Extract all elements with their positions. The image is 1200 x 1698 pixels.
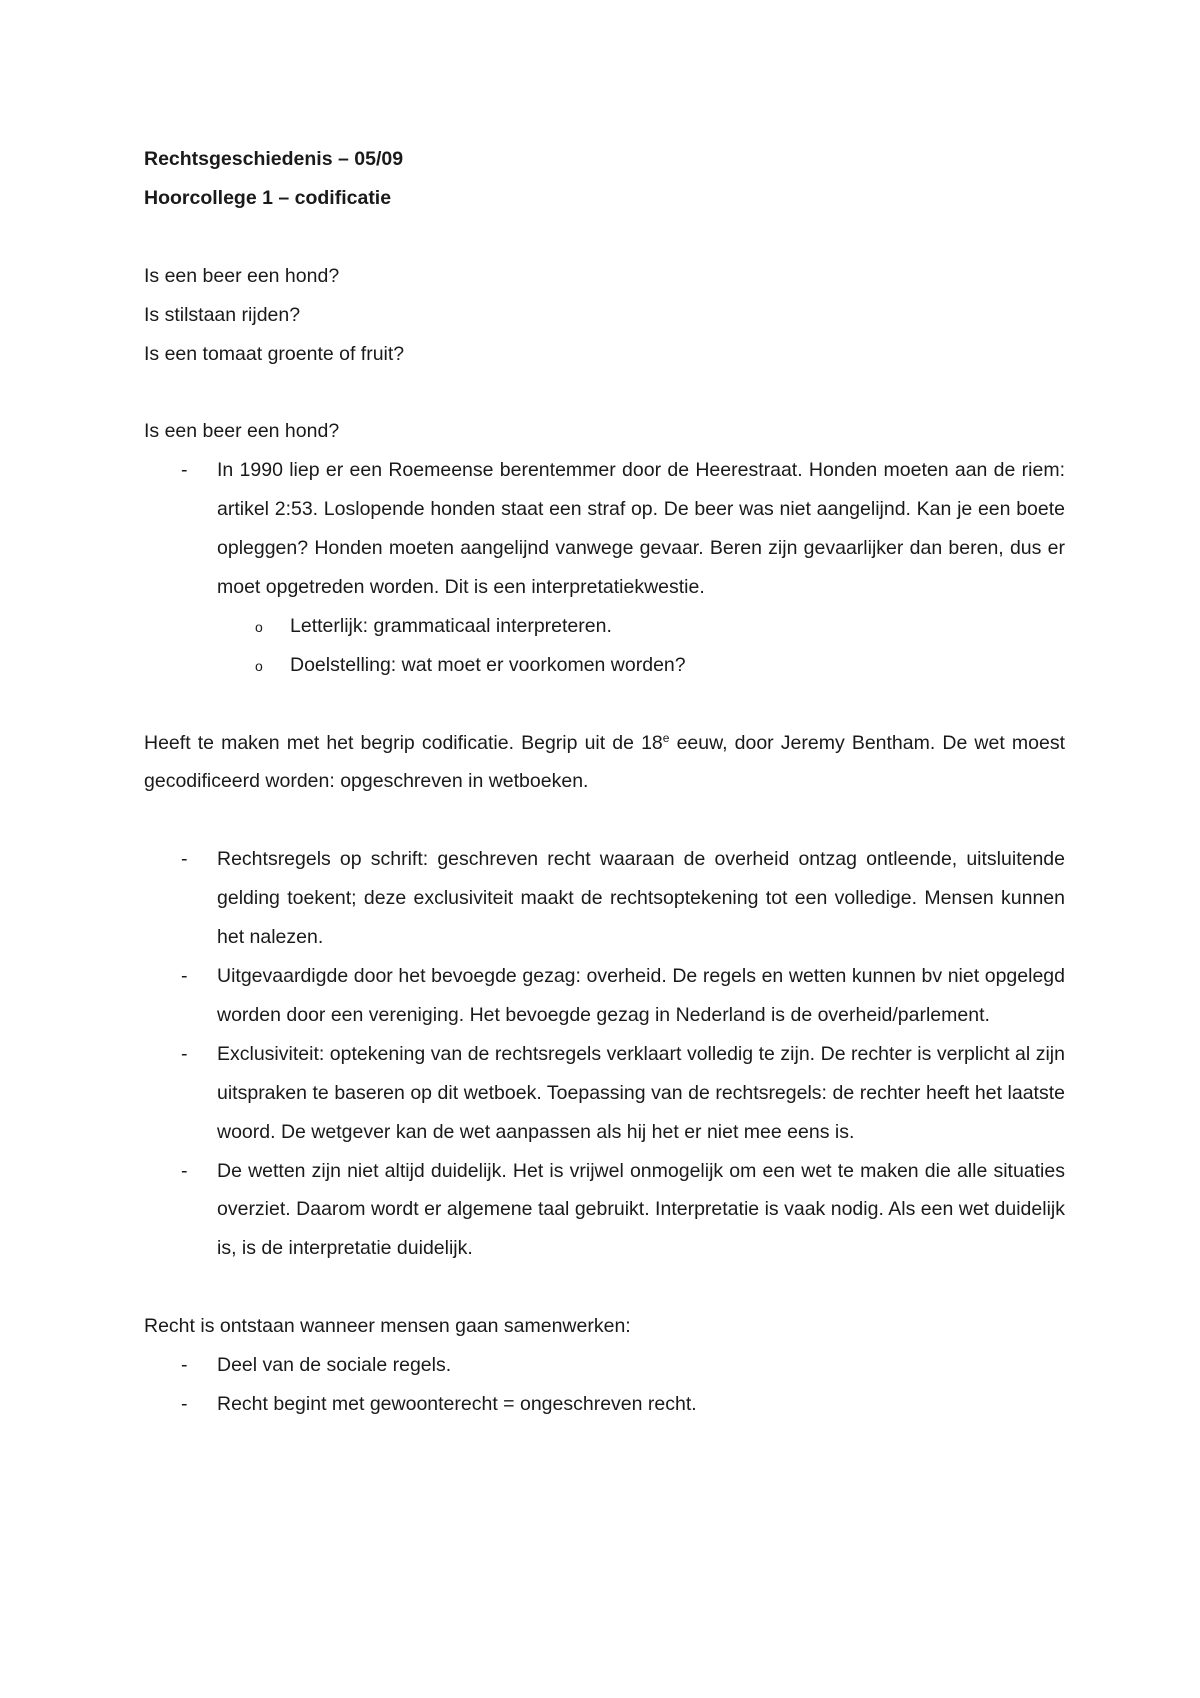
dash-list <box>144 840 1065 1268</box>
sub-list-item <box>144 646 1065 685</box>
list-item <box>144 1385 1065 1424</box>
document-title: Rechtsgeschiedenis – 05/09 <box>144 148 404 170</box>
circle-bullet: o <box>255 618 263 635</box>
list-item <box>144 840 1065 957</box>
list-item <box>144 1346 1065 1385</box>
dash-bullet: - <box>181 1159 188 1182</box>
dash-bullet: - <box>181 964 188 987</box>
paragraph-text: Heeft te maken met het begrip codificatie. Begrip uit de 18 <box>144 731 663 754</box>
list-item-text: Deel van de sociale regels. <box>217 1354 452 1377</box>
spacer <box>144 218 1065 257</box>
dash-bullet: - <box>181 1392 188 1415</box>
list-item <box>144 1152 1065 1269</box>
list-item-text: In 1990 liep er een Roemeense berentemmer door de Heerestraat. Honden moeten aan de riem: artikel 2:53. Loslopende honden staat een straf op. De beer was niet aangelijnd. Kan je een boete opleggen? Honden moeten aangelijnd vanwege gevaar. Beren zijn gevaarlijker dan beren, dus er moet opgetreden worden. Dit is een interpretatiekwestie. <box>217 459 1065 598</box>
spacer <box>144 1268 1065 1307</box>
spacer <box>144 373 1065 412</box>
section-heading: Is een beer een hond? <box>144 420 340 443</box>
list-item-text: De wetten zijn niet altijd duidelijk. Het is vrijwel onmogelijk om een wet te maken die alle situaties overziet. Daarom wordt er algemene taal gebruikt. Interpretatie is vaak nodig. Als een wet duidelijk is, is de interpretatie duidelijk. <box>217 1159 1065 1260</box>
question-line: Is een tomaat groente of fruit? <box>144 342 405 365</box>
dash-bullet: - <box>181 1042 188 1065</box>
sub-list-item-text: Doelstelling: wat moet er voorkomen worden? <box>290 653 686 676</box>
dash-bullet: - <box>181 459 188 482</box>
dash-bullet: - <box>181 848 188 871</box>
document-subtitle: Hoorcollege 1 – codificatie <box>144 186 392 209</box>
list-item <box>144 1035 1065 1152</box>
list-item-text: Uitgevaardigde door het bevoegde gezag: overheid. De regels en wetten kunnen bv niet opgelegd worden door een vereniging. Het bevoegde gezag in Nederland is de overheid/parlement. <box>217 964 1065 1026</box>
circle-list <box>144 607 1065 685</box>
body-paragraph <box>144 724 1065 802</box>
paragraph-text: eeuw, door Jeremy Bentham. De wet moest gecodificeerd worden: opgeschreven in wetboeken. <box>144 731 1065 793</box>
question-line: Is een beer een hond? <box>144 264 340 287</box>
question-line: Is stilstaan rijden? <box>144 303 301 326</box>
dash-bullet: - <box>181 1354 188 1377</box>
superscript: e <box>662 730 670 745</box>
list-item <box>144 957 1065 1035</box>
list-item-text: Recht begint met gewoonterecht = ongeschreven recht. <box>217 1392 697 1415</box>
circle-bullet: o <box>255 657 263 674</box>
section-heading: Recht is ontstaan wanneer mensen gaan samenwerken: <box>144 1315 631 1338</box>
list-item-text: Exclusiviteit: optekening van de rechtsregels verklaart volledig te zijn. De rechter is verplicht al zijn uitspraken te baseren op dit wetboek. Toepassing van de rechtsregels: de rechter heeft het laatste woord. De wetgever kan de wet aanpassen als hij het er niet mee eens is. <box>217 1042 1065 1143</box>
dash-list <box>144 451 1065 607</box>
spacer <box>144 801 1065 840</box>
list-item <box>144 451 1065 607</box>
sub-list-item <box>144 607 1065 646</box>
dash-list <box>144 1346 1065 1424</box>
list-item-text: Rechtsregels op schrift: geschreven recht waaraan de overheid ontzag ontleende, uitsluitende gelding toekent; deze exclusiviteit maakt de rechtsoptekening tot een volledige. Mensen kunnen het nalezen. <box>217 848 1065 949</box>
sub-list-item-text: Letterlijk: grammaticaal interpreteren. <box>290 614 612 637</box>
spacer <box>144 685 1065 724</box>
document-content <box>144 140 1065 1424</box>
